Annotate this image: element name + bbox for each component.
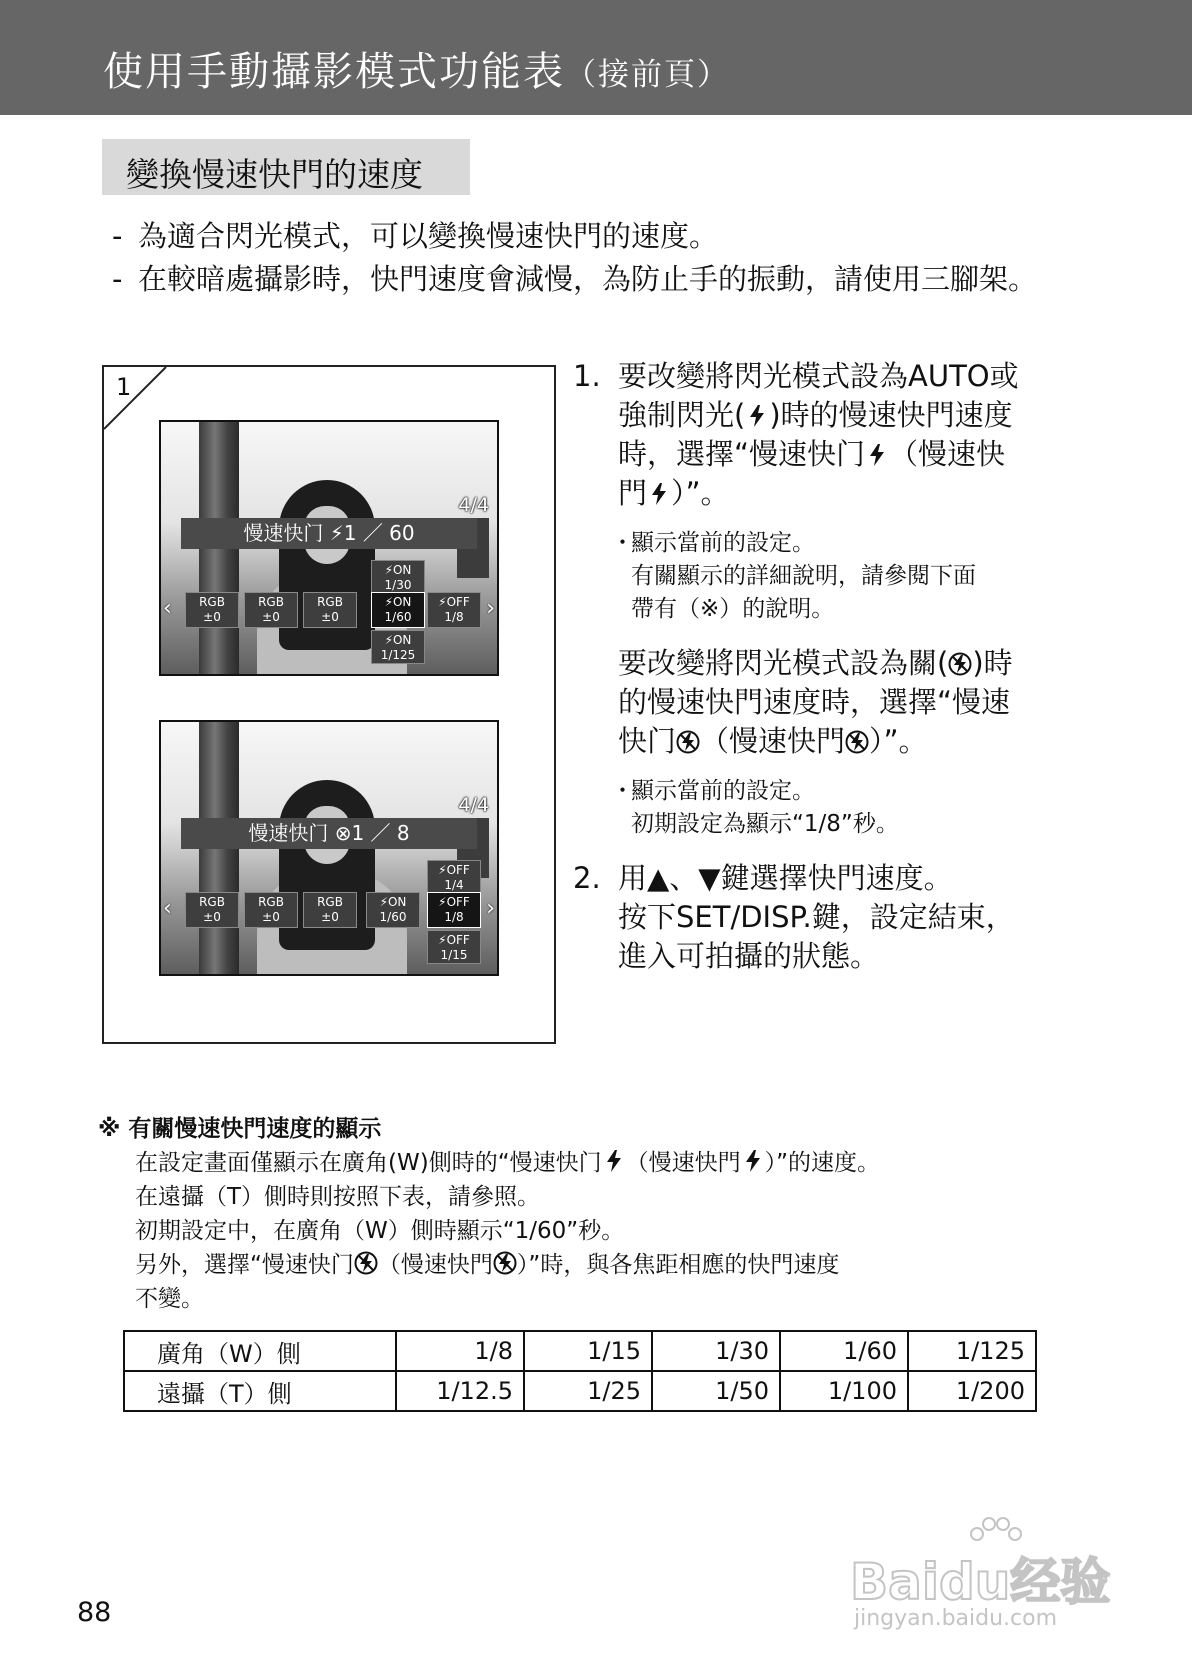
menu-cell-rgb: RGB ±0	[185, 592, 239, 628]
step-line	[618, 474, 1113, 513]
intro-bullet	[112, 215, 1102, 258]
note-dot: ・	[611, 530, 634, 556]
page-title	[103, 40, 730, 97]
note-2	[611, 775, 1113, 841]
figure-number: 1	[116, 373, 132, 401]
text: ）”的速度。	[764, 1150, 881, 1176]
step-line: 要改變將閃光模式設為AUTO或	[618, 359, 1019, 393]
flash-icon	[745, 404, 769, 428]
intro-bullet	[112, 258, 1102, 301]
table-row	[124, 1371, 1036, 1411]
text: 在設定畫面僅顯示在廣角(W)側時的“慢速快门	[135, 1150, 602, 1176]
text: （慢速快	[889, 437, 1006, 471]
step-line: 按下SET/DISP.鍵，設定結束，	[618, 900, 1015, 934]
step-1-para-2	[573, 644, 1113, 761]
table-cell: 1/50	[652, 1371, 780, 1411]
watermark-brand: Baidu经验	[850, 1553, 1111, 1611]
table-cell: 1/100	[780, 1371, 908, 1411]
page-header	[0, 0, 1192, 115]
bullet-text: 在較暗處攝影時，快門速度會減慢，為防止手的振動，請使用三腳架。	[138, 262, 1038, 296]
footnote	[98, 1112, 1098, 1316]
table-cell: 1/125	[908, 1331, 1036, 1371]
footnote-line: 初期設定中，在廣角（W）側時顯示“1/60”秒。	[135, 1218, 625, 1244]
watermark-url: jingyan.baidu.com	[854, 1606, 1058, 1631]
menu-row	[161, 892, 497, 928]
chevron-left-icon: ‹	[163, 896, 172, 921]
step-line	[618, 722, 1113, 761]
camera-screen-1	[159, 420, 499, 676]
note-line: 顯示當前的設定。	[631, 530, 815, 556]
table-cell: 1/15	[524, 1331, 652, 1371]
footnote-line	[135, 1146, 1098, 1180]
flash-off-icon	[845, 730, 869, 754]
table-row	[124, 1331, 1036, 1371]
menu-cell-rgb: RGB ±0	[244, 592, 298, 628]
footnote-heading: ※ 有關慢速快門速度的顯示	[98, 1116, 382, 1142]
text: 時，選擇“慢速快门	[618, 437, 866, 471]
text: （慢速快門	[377, 1252, 493, 1278]
menu-cell-rgb: RGB ±0	[303, 592, 357, 628]
flash-icon	[647, 482, 671, 506]
chevron-right-icon: ›	[486, 596, 495, 621]
menu-cell-rgb: RGB ±0	[244, 892, 298, 928]
step-number: 2.	[573, 861, 601, 895]
note-line: 帶有（※）的說明。	[631, 596, 835, 622]
text: 快门	[618, 724, 677, 758]
menu-cell-rgb: RGB ±0	[303, 892, 357, 928]
flash-icon	[865, 443, 889, 467]
step-line: 進入可拍攝的狀態。	[618, 939, 880, 973]
flash-off-icon	[354, 1251, 378, 1275]
figure-box	[102, 365, 556, 1044]
flash-off-icon	[676, 730, 700, 754]
bullet-dash: -	[112, 262, 123, 296]
step-line: 用▲、▼鍵選擇快門速度。	[618, 861, 953, 895]
step-line: 的慢速快門速度時，選擇“慢速	[618, 685, 1011, 719]
slow-shutter-bar: 慢速快门 ⚡1 ／ 60	[181, 518, 477, 549]
step-number: 1.	[573, 359, 601, 393]
option-below: ⚡OFF 1/15	[427, 930, 481, 964]
table-cell: 1/200	[908, 1371, 1036, 1411]
footnote-line	[135, 1248, 1098, 1282]
watermark	[850, 1520, 1130, 1630]
note-line: 初期設定為顯示“1/8”秒。	[631, 811, 899, 837]
text: 要改變將閃光模式設為關(	[618, 646, 949, 680]
text: ）”。	[671, 476, 730, 510]
page-number: 88	[77, 1597, 112, 1628]
text: )時的慢速快門速度	[769, 398, 1013, 432]
frame-counter: 4/4	[458, 794, 489, 816]
text: 另外，選擇“慢速快门	[135, 1252, 354, 1278]
text: （慢速快門	[700, 724, 846, 758]
chevron-right-icon: ›	[486, 896, 495, 921]
steps	[573, 357, 1113, 976]
table-cell: 1/30	[652, 1331, 780, 1371]
chevron-left-icon: ‹	[163, 596, 172, 621]
note-dot: ・	[611, 778, 634, 804]
shutter-speed-table	[123, 1330, 1037, 1412]
bullet-text: 為適合閃光模式，可以變換慢速快門的速度。	[138, 219, 719, 253]
menu-cell-flash-on: ⚡ON 1/60	[366, 892, 420, 928]
step-2	[573, 859, 1113, 976]
text: 門	[618, 476, 648, 510]
row-label: 廣角（W）側	[124, 1331, 396, 1371]
text: 強制閃光(	[618, 398, 746, 432]
footnote-line: 在遠攝（T）側時則按照下表，請參照。	[135, 1184, 541, 1210]
step-body	[618, 357, 1113, 513]
table-cell: 1/12.5	[396, 1371, 524, 1411]
intro-list	[112, 215, 1102, 301]
text: ）”時，與各焦距相應的快門速度	[516, 1252, 840, 1278]
note-line: 有關顯示的詳細說明，請參閱下面	[631, 563, 976, 589]
step-1	[573, 357, 1113, 513]
step-body	[618, 644, 1113, 761]
step-line	[618, 644, 1113, 683]
option-above: ⚡ON 1/30	[371, 560, 425, 594]
camera-screen-2	[159, 720, 499, 976]
table-cell: 1/60	[780, 1331, 908, 1371]
frame-counter: 4/4	[458, 494, 489, 516]
bullet-dash: -	[112, 219, 123, 253]
menu-cell-rgb: RGB ±0	[185, 892, 239, 928]
note-line: 顯示當前的設定。	[631, 778, 815, 804]
step-body	[618, 859, 1113, 976]
menu-cell-selected: ⚡ON 1/60	[371, 592, 425, 628]
section-title: 變換慢速快門的速度	[126, 155, 423, 194]
text: )時	[972, 646, 1013, 680]
flash-icon	[602, 1149, 626, 1173]
flash-off-icon	[493, 1251, 517, 1275]
table-cell: 1/25	[524, 1371, 652, 1411]
step-line	[618, 396, 1113, 435]
menu-cell-flash-off: ⚡OFF 1/8	[427, 592, 481, 628]
section-heading	[102, 139, 470, 195]
flash-icon	[741, 1149, 765, 1173]
menu-cell-selected: ⚡OFF 1/8	[427, 892, 481, 928]
flash-off-icon	[948, 652, 972, 676]
slow-shutter-bar: 慢速快门 ⊗1 ／ 8	[181, 818, 477, 849]
step-line	[618, 435, 1113, 474]
footnote-line: 不變。	[135, 1286, 204, 1312]
option-above: ⚡OFF 1/4	[427, 860, 481, 894]
title-main: 使用手動攝影模式功能表	[103, 49, 565, 95]
table-cell: 1/8	[396, 1331, 524, 1371]
row-label: 遠攝（T）側	[124, 1371, 396, 1411]
note-1	[611, 527, 1113, 626]
menu-row	[161, 592, 497, 628]
option-below: ⚡ON 1/125	[371, 630, 425, 664]
text: （慢速快門	[625, 1150, 741, 1176]
text: ）”。	[869, 724, 928, 758]
title-suffix: （接前頁）	[565, 57, 730, 93]
